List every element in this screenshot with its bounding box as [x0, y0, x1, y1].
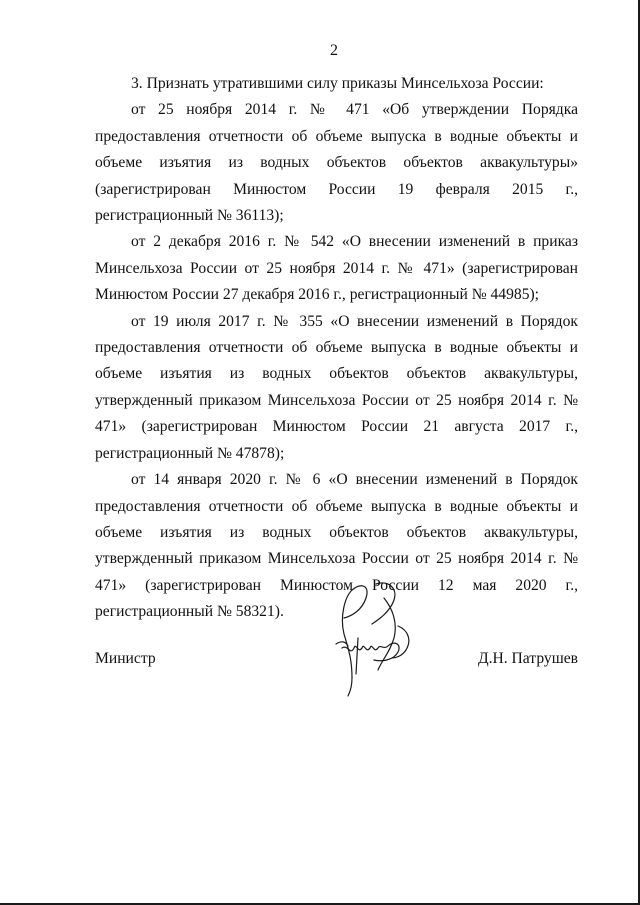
signatory-title: Министр	[95, 650, 156, 667]
paragraph-item-3: 3. Признать утратившими силу приказы Минсельхоза России:	[131, 75, 544, 92]
paragraph-order-6: от 14 января 2020 г. № 6 «О внесении изменений в Порядок предоставления отчетности об объеме выпуска в водные объекты и объеме изъятия из водных объектов объектов аквакультуры, утвержденный приказом Минсельхоза России от 25 ноября 2014 г. № 471» (зарегистрирован Минюстом России 12 мая 2020 г., регистрационный № 58321).	[95, 471, 578, 621]
page-number: 2	[330, 42, 338, 59]
signatory-name: Д.Н. Патрушев	[477, 650, 578, 667]
paragraph-order-471: от 25 ноября 2014 г. № 471 «Об утверждении Порядка предоставления отчетности об объеме выпуска в водные объекты и объеме изъятия из водных объектов объектов аквакультуры» (зарегистрирован Минюстом России 19 февраля 2015 г., регистрационный № 36113);	[95, 101, 578, 225]
document-body	[95, 71, 578, 626]
handwritten-signature	[322, 578, 422, 698]
paragraph-order-355: от 19 июля 2017 г. № 355 «О внесении изменений в Порядок предоставления отчетности об объеме выпуска в водные объекты и объеме изъятия из водных объектов объектов аквакультуры, утвержденный приказом Минсельхоза России от 25 ноября 2014 г. № 471» (зарегистрирован Минюстом России 21 августа 2017 г., регистрационный № 47878);	[95, 312, 578, 462]
paragraph-order-542: от 2 декабря 2016 г. № 542 «О внесении изменений в приказ Минсельхоза России от 25 ноября 2014 г. № 471» (зарегистрирован Минюстом России 27 декабря 2016 г., регистрационный № 44985);	[95, 233, 578, 304]
